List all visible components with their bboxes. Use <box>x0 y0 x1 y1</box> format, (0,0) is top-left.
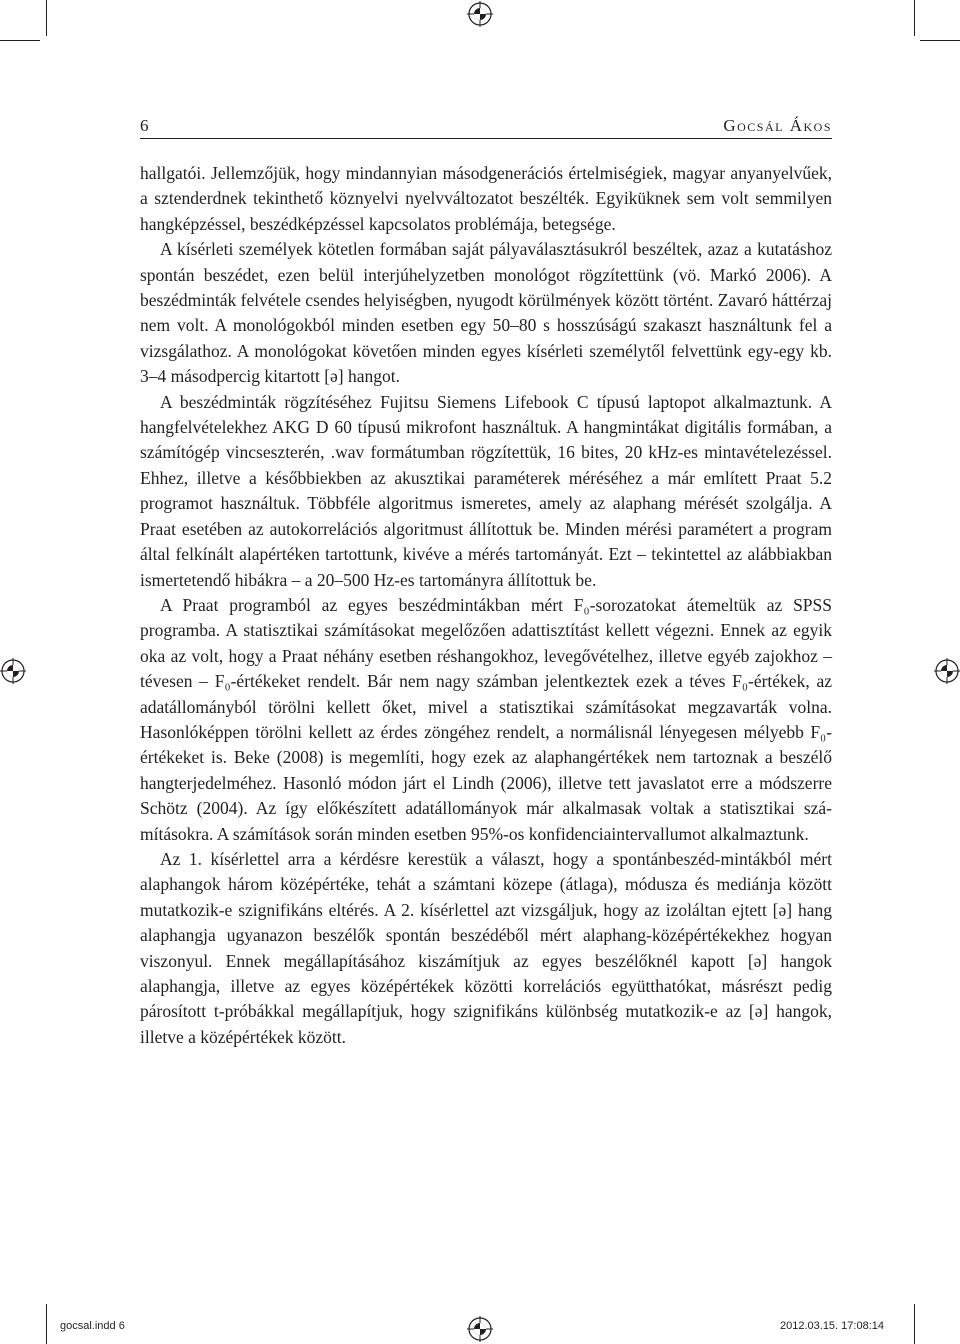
crop-mark <box>0 40 40 41</box>
page-number: 6 <box>140 116 149 135</box>
running-title: Gocsál Ákos <box>723 116 832 135</box>
paragraph: A Praat programból az egyes beszédmintákban mért F₀-sorozatokat átemeltük az SPSS programba. A statisztikai számításokat megelőzően adattisztítást kellett végezni. Ennek az egyik oka az volt, hogy a Praat néhány esetben réshangokhoz, levegővételhez, illetve egyéb zajokhoz – tévesen – F₀-értékeket rendelt. Bár nem nagy számban jelentkeztek ezek a téves F₀-értékek, az adatállományból törölni kellett őket, mivel a statisztikai számításokat megzavarták volna. Hasonlóképpen törölni kellett az érdes zöngéhez rendelt, a normálisnál lényegesen mélyebb F₀-értékeket is. Beke (2008) is megemlíti, hogy ezek az alaphangértékek nem tartoznak a beszélő hangterjedelméhez. Hasonló módon járt el Lindh (2006), illetve tett javaslatot erre a módszerre Schötz (2004). Az így előkészített adatállományok már alkalmasak voltak a statisztikai számításokra. A számítások során minden esetben 95%-os konfidenciaintervallumot alkalmaztunk. <box>140 594 832 844</box>
crop-mark <box>920 40 960 41</box>
paragraph: Az 1. kísérlettel arra a kérdésre kerestük a választ, hogy a spontánbeszéd-mintákból mért alaphangok három középértéke, tehát a számtani közepe (átlaga), módusza és mediánja között mutatkozik-e szignifikáns eltérés. A 2. kísérlettel azt vizsgáljuk, hogy az izoláltan ejtett [ə] hang alaphangja ugyanazon beszélők spontán beszédéből mért alaphang-középértékekhez hogyan viszonyul. Ennek megállapításához kiszámítjuk az egyes beszélőknél kapott [ə] hangok alaphangja, illetve az egyes középértékek közötti korrelációs együtthatókat, másrészt pedig párosított t-próbákkal megállapítjuk, hogy szignifikáns különbség mutatkozik-e az [ə] hangok, illetve a középértékek között. <box>140 848 832 1047</box>
slug-filename: gocsal.indd 6 <box>60 1320 125 1332</box>
running-header <box>140 116 832 139</box>
paragraph: A kísérleti személyek kötetlen formában saját pályaválasztásukról beszéltek, azaz a kutatáshoz spontán beszédet, ezen belül interjúhelyzetben monológot rögzítettünk (vö. Markó 2006). A beszédminták felvétele csendes helyiségben, nyugodt körülmények között történt. Zavaró háttérzaj nem volt. A monológokból minden esetben egy 50–80 s hosszúságú szakaszt használtunk fel a vizsgálathoz. A monológokat követően minden egyes kísérleti személytől felvettünk egy-egy kb. 3–4 másodpercig kitartott [ə] hangot. <box>140 239 832 387</box>
crop-mark <box>914 1304 915 1344</box>
paragraph: hallgatói. Jellemzőjük, hogy mindannyian másodgenerációs értelmiségiek, magyar anyanyelvűek, a sztenderdnek tekinthető köznyelvi nyelvváltozatot beszélték. Egyiküknek sem volt semmilyen hangképzéssel, beszédképzéssel kapcsolatos problémája, betegsége. <box>140 163 832 234</box>
crop-mark <box>46 1304 47 1344</box>
registration-mark-icon <box>467 1 493 27</box>
body-text <box>140 161 832 1050</box>
registration-mark-icon <box>934 658 960 684</box>
registration-mark-icon <box>467 1316 493 1342</box>
slug-datetime: 2012.03.15. 17:08:14 <box>780 1320 884 1332</box>
paragraph: A beszédminták rögzítéséhez Fujitsu Siemens Lifebook C típusú laptopot alkalmaztunk. A hangfelvételekhez AKG D 60 típusú mikrofont használtuk. A hangmintákat digitális formában, a számítógép vincseszterén, .wav formátumban rögzítettük, 16 bites, 20 kHz-es mintavételezéssel. Ehhez, illetve a későbbiekben az akusztikai paraméterek méréséhez a már említett Praat 5.2 programot használtuk. Többféle algoritmus ismeretes, amely az alaphang mérését szolgálja. A Praat esetében az autokorrelációs algoritmust állítottuk be. Minden mérési paramétert a program által felkínált alapértéken tartottunk, kivéve a mérés tartományát. Ezt – tekintettel az alábbiakban ismertetendő hibákra – a 20–500 Hz-es tartományra állítottuk be. <box>140 391 832 590</box>
registration-mark-icon <box>0 658 26 684</box>
crop-mark <box>914 0 915 36</box>
crop-mark <box>46 0 47 36</box>
